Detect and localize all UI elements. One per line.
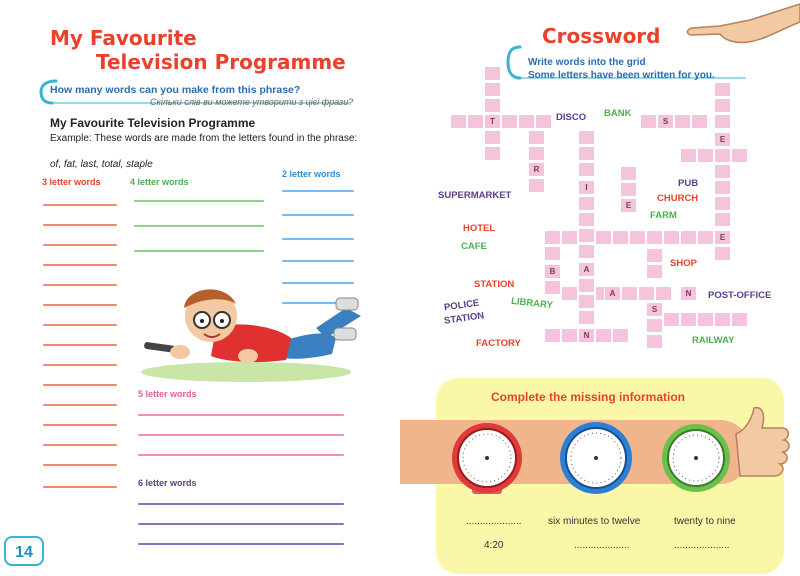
grid-cell[interactable]: [714, 246, 731, 261]
clock-green: [658, 420, 734, 496]
grid-cell[interactable]: [578, 278, 595, 293]
clock-blue: [556, 418, 636, 498]
grid-cell[interactable]: [612, 230, 629, 245]
grid-cell[interactable]: [578, 196, 595, 211]
grid-cell[interactable]: [544, 230, 561, 245]
grid-cell[interactable]: [731, 312, 748, 327]
word-pub: PUB: [678, 178, 699, 189]
writing-line[interactable]: [138, 523, 344, 525]
grid-cell[interactable]: A: [578, 262, 595, 277]
label-6-letter: 6 letter words: [138, 478, 197, 488]
word-shop: SHOP: [670, 258, 697, 269]
grid-cell[interactable]: [578, 162, 595, 177]
clock2-answer-blank[interactable]: ....................: [574, 540, 630, 551]
crossword-title: Crossword: [542, 24, 661, 48]
grid-cell[interactable]: [518, 114, 535, 129]
grid-cell[interactable]: [595, 230, 612, 245]
writing-line[interactable]: [43, 264, 117, 266]
example-label: Example: These words are made from the letters found in the phrase:: [50, 133, 358, 144]
word-bank: BANK: [604, 108, 632, 119]
writing-line[interactable]: [282, 238, 354, 240]
clock3-answer-blank[interactable]: ....................: [674, 540, 730, 551]
grid-cell[interactable]: E: [714, 230, 731, 245]
grid-cell[interactable]: [578, 244, 595, 259]
writing-line[interactable]: [43, 344, 117, 346]
grid-cell[interactable]: [467, 114, 484, 129]
instruction-line1: Write words into the grid: [528, 57, 646, 68]
writing-line[interactable]: [282, 190, 354, 192]
grid-cell[interactable]: [528, 130, 545, 145]
grid-cell[interactable]: [578, 310, 595, 325]
writing-line[interactable]: [43, 284, 117, 286]
grid-cell[interactable]: [663, 312, 680, 327]
writing-line[interactable]: [43, 204, 117, 206]
page-title-line1: My Favourite: [50, 26, 197, 50]
grid-cell[interactable]: [640, 114, 657, 129]
grid-cell[interactable]: [663, 230, 680, 245]
label-3-letter: 3 letter words: [42, 177, 101, 187]
phrase-heading: My Favourite Television Programme: [50, 116, 256, 130]
writing-line[interactable]: [282, 260, 354, 262]
word-police-station: STATION: [443, 310, 485, 327]
grid-cell[interactable]: [484, 130, 501, 145]
grid-cell[interactable]: [714, 148, 731, 163]
grid-cell[interactable]: B: [544, 264, 561, 279]
grid-cell[interactable]: [544, 280, 561, 295]
grid-cell[interactable]: [646, 264, 663, 279]
grid-cell[interactable]: [680, 312, 697, 327]
grid-cell[interactable]: [578, 130, 595, 145]
word-church: CHURCH: [657, 193, 699, 204]
grid-cell[interactable]: [612, 328, 629, 343]
grid-cell[interactable]: [655, 286, 672, 301]
writing-line[interactable]: [43, 486, 117, 488]
writing-line[interactable]: [138, 503, 344, 505]
writing-line[interactable]: [134, 200, 264, 202]
grid-cell[interactable]: [714, 180, 731, 195]
grid-cell[interactable]: [450, 114, 467, 129]
writing-line[interactable]: [43, 444, 117, 446]
grid-cell[interactable]: S: [646, 302, 663, 317]
grid-cell[interactable]: [646, 334, 663, 349]
writing-line[interactable]: [138, 434, 344, 436]
writing-line[interactable]: [43, 404, 117, 406]
grid-cell[interactable]: [714, 82, 731, 97]
grid-cell[interactable]: T: [484, 114, 501, 129]
grid-cell[interactable]: I: [578, 180, 595, 195]
grid-cell[interactable]: [680, 230, 697, 245]
grid-cell[interactable]: N: [578, 328, 595, 343]
grid-cell[interactable]: [714, 98, 731, 113]
grid-cell[interactable]: [714, 196, 731, 211]
missing-info-title: Complete the missing information: [491, 390, 686, 404]
grid-cell[interactable]: [731, 148, 748, 163]
grid-cell[interactable]: [578, 146, 595, 161]
grid-cell[interactable]: [484, 98, 501, 113]
writing-line[interactable]: [43, 224, 117, 226]
clock2-text: six minutes to twelve: [548, 516, 641, 527]
label-2-letter: 2 letter words: [282, 169, 341, 179]
grid-cell[interactable]: [697, 148, 714, 163]
grid-cell[interactable]: [544, 246, 561, 261]
grid-cell[interactable]: [561, 230, 578, 245]
writing-line[interactable]: [43, 244, 117, 246]
grid-cell[interactable]: S: [657, 114, 674, 129]
grid-cell[interactable]: [714, 312, 731, 327]
grid-cell[interactable]: [691, 114, 708, 129]
word-library: LIBRARY: [510, 295, 554, 312]
writing-line[interactable]: [134, 225, 264, 227]
grid-cell[interactable]: [638, 286, 655, 301]
writing-line[interactable]: [43, 384, 117, 386]
grid-cell[interactable]: [646, 318, 663, 333]
writing-line[interactable]: [43, 464, 117, 466]
boy-lying-illustration: [136, 268, 366, 384]
grid-cell[interactable]: N: [680, 286, 697, 301]
clock3-text: twenty to nine: [674, 516, 736, 527]
grid-cell[interactable]: [578, 294, 595, 309]
question-text-ua: Скільки слів ви можете утворити з цієї фрази?: [150, 97, 354, 107]
label-4-letter: 4 letter words: [130, 177, 189, 187]
word-cafe: CAFE: [461, 241, 487, 252]
grid-cell[interactable]: A: [604, 286, 621, 301]
grid-cell[interactable]: [578, 212, 595, 227]
instruction-line2: Some letters have been written for you.: [528, 70, 715, 81]
grid-cell[interactable]: [595, 328, 612, 343]
writing-line[interactable]: [282, 214, 354, 216]
question-text: How many words can you make from this phrase?: [50, 84, 301, 96]
writing-line[interactable]: [138, 414, 344, 416]
word-supermarket: SUPERMARKET: [438, 190, 512, 201]
writing-line[interactable]: [138, 543, 344, 545]
writing-line[interactable]: [43, 424, 117, 426]
word-hotel: HOTEL: [463, 223, 496, 234]
writing-line[interactable]: [43, 304, 117, 306]
label-5-letter: 5 letter words: [138, 389, 197, 399]
grid-cell[interactable]: E: [620, 198, 637, 213]
grid-cell[interactable]: [484, 82, 501, 97]
grid-cell[interactable]: [561, 328, 578, 343]
grid-cell[interactable]: [620, 182, 637, 197]
thumbs-up-hand-icon: [732, 404, 794, 480]
grid-cell[interactable]: [714, 212, 731, 227]
word-factory: FACTORY: [476, 338, 521, 349]
grid-cell[interactable]: [714, 164, 731, 179]
writing-line[interactable]: [43, 364, 117, 366]
grid-cell[interactable]: [697, 230, 714, 245]
grid-cell[interactable]: [621, 286, 638, 301]
grid-cell[interactable]: [535, 114, 552, 129]
grid-cell[interactable]: [646, 230, 663, 245]
grid-cell[interactable]: [528, 146, 545, 161]
grid-cell[interactable]: [578, 228, 595, 243]
clock1-time: 4:20: [484, 540, 504, 551]
grid-cell[interactable]: [501, 114, 518, 129]
word-police: POLICE: [443, 297, 480, 314]
grid-cell[interactable]: [561, 286, 578, 301]
word-disco: DISCO: [556, 112, 587, 123]
clock-red: [448, 420, 526, 498]
writing-line[interactable]: [138, 454, 344, 456]
grid-cell[interactable]: [484, 66, 501, 81]
word-post-office: POST-OFFICE: [708, 290, 772, 301]
grid-cell[interactable]: [544, 328, 561, 343]
grid-cell[interactable]: [680, 148, 697, 163]
example-words: of, fat, last, total, staple: [50, 159, 153, 170]
pointing-hand-icon: [680, 0, 800, 48]
writing-line[interactable]: [43, 324, 117, 326]
grid-cell[interactable]: E: [714, 132, 731, 147]
grid-cell[interactable]: [484, 146, 501, 161]
grid-cell[interactable]: R: [528, 162, 545, 177]
word-railway: RAILWAY: [692, 335, 735, 346]
grid-cell[interactable]: [697, 312, 714, 327]
word-station: STATION: [474, 279, 515, 290]
grid-cell[interactable]: [714, 114, 731, 129]
grid-cell[interactable]: [528, 178, 545, 193]
clock1-answer-blank[interactable]: ....................: [466, 516, 522, 527]
grid-cell[interactable]: [674, 114, 691, 129]
writing-line[interactable]: [134, 250, 264, 252]
grid-cell[interactable]: [620, 166, 637, 181]
word-farm: FARM: [650, 210, 677, 221]
grid-cell[interactable]: [629, 230, 646, 245]
page-title-line2: Television Programme: [96, 50, 346, 74]
grid-cell[interactable]: [646, 248, 663, 263]
page-number: 14: [4, 536, 44, 566]
